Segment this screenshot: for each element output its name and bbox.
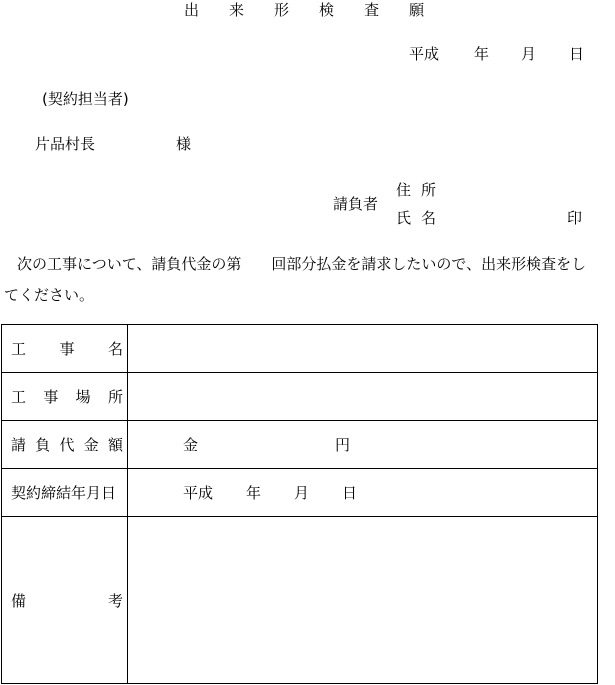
date-year: 年: [474, 45, 490, 63]
address-char: 住: [396, 181, 412, 199]
addressee-name: 片品村長: [35, 135, 96, 153]
contract-amount-field[interactable]: [128, 421, 598, 469]
seal-mark: 印: [567, 209, 583, 227]
name-char: 名: [421, 209, 437, 227]
construction-name-field[interactable]: [128, 325, 598, 373]
contract-date-day: 日: [342, 484, 358, 502]
table-row: [2, 469, 598, 517]
title-char: 形: [274, 1, 290, 19]
contract-date-year: 年: [246, 484, 262, 502]
contractor-address-label: [396, 181, 436, 199]
contract-date-field[interactable]: [128, 469, 598, 517]
amount-yen: 円: [335, 436, 351, 454]
construction-site-label: 工 事 場 所: [2, 373, 128, 421]
title-char: 検: [319, 1, 335, 19]
construction-name-label: 工 事 名: [2, 325, 128, 373]
construction-site-field[interactable]: [128, 373, 598, 421]
request-text-line1: [4, 255, 586, 273]
table-row: [2, 517, 598, 684]
page-title: [184, 1, 424, 19]
request-text-part1: 次の工事について、請負代金の第: [17, 255, 242, 273]
inspection-form-table: [1, 324, 598, 684]
remarks-label: 備 考: [2, 517, 128, 684]
title-char: 来: [229, 1, 245, 19]
address-char: 所: [421, 181, 437, 199]
date-day: 日: [569, 45, 585, 63]
request-text-part2: 回部分払金を請求したいので、出来形検査をし: [271, 255, 587, 273]
contractor-name-label: [396, 209, 436, 227]
contractor-label: 請負者: [333, 195, 379, 213]
date-era: 平成: [409, 45, 440, 63]
contract-amount-label: 請 負 代 金 額: [2, 421, 128, 469]
name-char: 氏: [396, 209, 412, 227]
contract-date-era: 平成: [183, 484, 214, 502]
title-char: 願: [409, 1, 425, 19]
addressee-honorific: 様: [176, 135, 192, 153]
contract-date-month: 月: [294, 484, 310, 502]
title-char: 査: [364, 1, 380, 19]
amount-kin: 金: [183, 436, 199, 454]
contract-date-label: 契約締結年月日: [2, 469, 128, 517]
table-row: [2, 421, 598, 469]
table-row: [2, 325, 598, 373]
title-char: 出: [184, 1, 200, 19]
contract-person-label: (契約担当者): [42, 90, 129, 108]
remarks-field[interactable]: [128, 517, 598, 684]
table-row: [2, 373, 598, 421]
request-text-line2: てください。: [4, 286, 95, 304]
date-month: 月: [521, 45, 537, 63]
